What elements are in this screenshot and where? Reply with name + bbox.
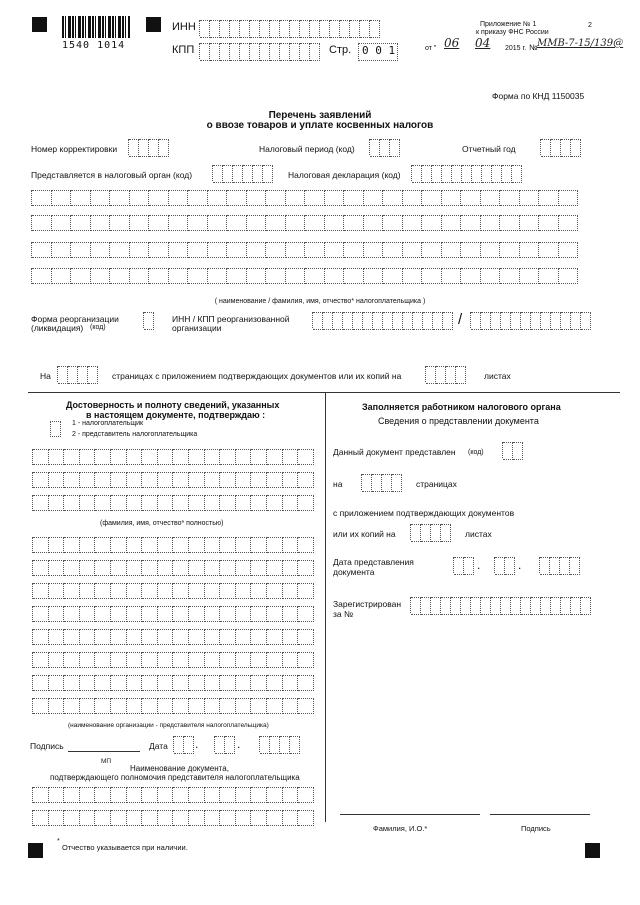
section-divider-vertical xyxy=(325,392,326,822)
page-number-field[interactable] xyxy=(358,43,398,61)
doc-row-1[interactable] xyxy=(32,787,314,803)
name-row-2[interactable] xyxy=(31,215,578,231)
tax-period-field[interactable] xyxy=(369,139,400,155)
reorg-form-field[interactable] xyxy=(143,312,154,328)
title-line1: Перечень заявлений xyxy=(268,110,372,121)
pages-prefix: На xyxy=(40,371,51,381)
barcode-number: 1540 1014 xyxy=(62,40,126,51)
officer-signature-label: Подпись xyxy=(521,824,551,833)
submit-date-line2: документа xyxy=(333,567,375,577)
date-dot-1: . xyxy=(195,737,199,751)
registered-line2: за № xyxy=(333,609,354,619)
presented-code: (код) xyxy=(468,449,484,456)
signature-line[interactable] xyxy=(68,751,140,752)
tax-authority-field[interactable] xyxy=(212,165,273,181)
date-day: 06 xyxy=(444,36,460,50)
tax-period-label: Налоговый период (код) xyxy=(259,144,355,154)
appendix-line1: Приложение № 1 xyxy=(480,21,537,28)
submit-date-day[interactable] xyxy=(453,557,474,573)
reorg-inn-line2: организации xyxy=(172,323,222,333)
org-row-5[interactable] xyxy=(32,629,314,645)
right-pages-field[interactable] xyxy=(361,474,402,490)
submit-date-year[interactable] xyxy=(539,557,580,573)
presented-label: Данный документ представлен xyxy=(333,447,456,457)
corner-marker-bottom-left xyxy=(28,843,43,858)
registered-line1: Зарегистрирован xyxy=(333,599,402,609)
appendix-num: 2 xyxy=(588,22,592,29)
sign-date-month[interactable] xyxy=(214,736,235,752)
pages-suffix: листах xyxy=(484,371,511,381)
right-pages-label: страницах xyxy=(416,479,457,489)
name-row-4[interactable] xyxy=(31,268,578,284)
confirm-heading2: в настоящем документе, подтверждаю : xyxy=(86,410,266,420)
corner-marker-top-left xyxy=(32,17,47,32)
org-caption: (наименование организации - представителя налогоплательщика) xyxy=(68,722,269,729)
reorg-slash: / xyxy=(458,311,463,328)
signature-officer-line[interactable] xyxy=(490,814,590,815)
submit-date-line1: Дата представления xyxy=(333,557,414,567)
inn-field[interactable] xyxy=(199,20,380,36)
doc-caption2: подтверждающего полномочия представителя налогоплательщика xyxy=(50,773,300,782)
sign-date-year[interactable] xyxy=(259,736,300,752)
option-taxpayer: 1 - налогоплательщик xyxy=(72,420,144,427)
date-year: 2015 г. xyxy=(505,45,527,52)
officer-fio-label: Фамилия, И.О.* xyxy=(373,824,428,833)
reporting-year-label: Отчетный год xyxy=(462,144,516,154)
kpp-label: КПП xyxy=(172,44,195,56)
fio-line[interactable] xyxy=(340,814,480,815)
submit-date-month[interactable] xyxy=(494,557,515,573)
footnote-text: Отчество указывается при наличии. xyxy=(62,843,188,852)
pages-middle: страницах с приложением подтверждающих документов или их копий на xyxy=(112,371,402,381)
fio-caption: (фамилия, имя, отчество* полностью) xyxy=(100,520,224,527)
or-copies-label: или их копий на xyxy=(333,529,396,539)
org-row-2[interactable] xyxy=(32,560,314,576)
org-row-3[interactable] xyxy=(32,583,314,599)
submit-date-dot-2: . xyxy=(518,558,522,572)
sheets-count-field[interactable] xyxy=(425,366,466,382)
submit-date-dot-1: . xyxy=(477,558,481,572)
org-row-7[interactable] xyxy=(32,675,314,691)
date-dot-2: . xyxy=(237,737,241,751)
inn-label: ИНН xyxy=(172,21,196,33)
section-divider-horizontal xyxy=(28,392,620,393)
name-row-3[interactable] xyxy=(31,242,578,258)
doc-row-2[interactable] xyxy=(32,810,314,826)
reorg-kpp-field[interactable] xyxy=(470,312,591,328)
presented-code-field[interactable] xyxy=(502,442,523,458)
reorg-inn-line1: ИНН / КПП реорганизованной xyxy=(172,314,290,324)
reporting-year-field[interactable] xyxy=(540,139,581,155)
appendix-line2: к приказу ФНС России xyxy=(476,29,549,36)
reorg-form-code: (код) xyxy=(90,324,106,331)
reorg-inn-field[interactable] xyxy=(312,312,453,328)
barcode-image xyxy=(62,16,130,38)
right-heading: Заполняется работником налогового органа xyxy=(362,402,561,412)
tax-declaration-label: Налоговая декларация (код) xyxy=(288,170,401,180)
page-number-value: 0 0 1 xyxy=(362,44,396,57)
org-row-1[interactable] xyxy=(32,537,314,553)
footnote-mark: * xyxy=(57,838,60,845)
fio-row-2[interactable] xyxy=(32,472,314,488)
page-label: Стр. xyxy=(329,44,352,56)
order-number: ММВ-7-15/139@ xyxy=(537,38,624,49)
org-row-6[interactable] xyxy=(32,652,314,668)
name-caption: ( наименование / фамилия, имя, отчество* налогоплательщика ) xyxy=(214,298,426,305)
fio-row-1[interactable] xyxy=(32,449,314,465)
with-docs-label: с приложением подтверждающих документов xyxy=(333,508,515,518)
correction-label: Номер корректировки xyxy=(31,144,118,154)
confirmer-type-checkbox[interactable] xyxy=(50,421,61,437)
date-label: Дата xyxy=(149,741,168,751)
fio-row-3[interactable] xyxy=(32,495,314,511)
kpp-field[interactable] xyxy=(199,43,320,59)
title-line2: о ввозе товаров и уплате косвенных налогов xyxy=(206,120,434,131)
sign-date-day[interactable] xyxy=(173,736,194,752)
signature-label: Подпись xyxy=(30,741,64,751)
right-sheets-field[interactable] xyxy=(410,524,451,540)
date-month: 04 xyxy=(475,36,491,50)
corner-marker-top-mid xyxy=(146,17,161,32)
right-subheading: Сведения о представлении документа xyxy=(378,416,539,426)
option-representative: 2 - представитель налогоплательщика xyxy=(72,431,198,438)
mp-label: МП xyxy=(101,758,112,765)
on-label: на xyxy=(333,479,343,489)
order-prefix: № xyxy=(529,43,538,52)
reorg-form-line2: (ликвидация) xyxy=(31,323,84,333)
pages-count-field[interactable] xyxy=(57,366,98,382)
correction-field[interactable] xyxy=(128,139,169,155)
tax-declaration-field[interactable] xyxy=(411,165,522,181)
tax-authority-label: Представляется в налоговый орган (код) xyxy=(31,170,193,180)
corner-marker-bottom-right xyxy=(585,843,600,858)
registered-number-field[interactable] xyxy=(410,597,591,613)
org-row-4[interactable] xyxy=(32,606,314,622)
name-row-1[interactable] xyxy=(31,190,578,206)
org-row-8[interactable] xyxy=(32,698,314,714)
date-prefix: от " xyxy=(425,45,437,52)
confirm-heading1: Достоверность и полноту сведений, указанных xyxy=(66,400,280,410)
form-knd: Форма по КНД 1150035 xyxy=(492,91,585,101)
doc-caption1: Наименование документа, xyxy=(130,764,229,773)
right-sheets-label: листах xyxy=(465,529,492,539)
reorg-form-line1: Форма реорганизации xyxy=(31,314,119,324)
